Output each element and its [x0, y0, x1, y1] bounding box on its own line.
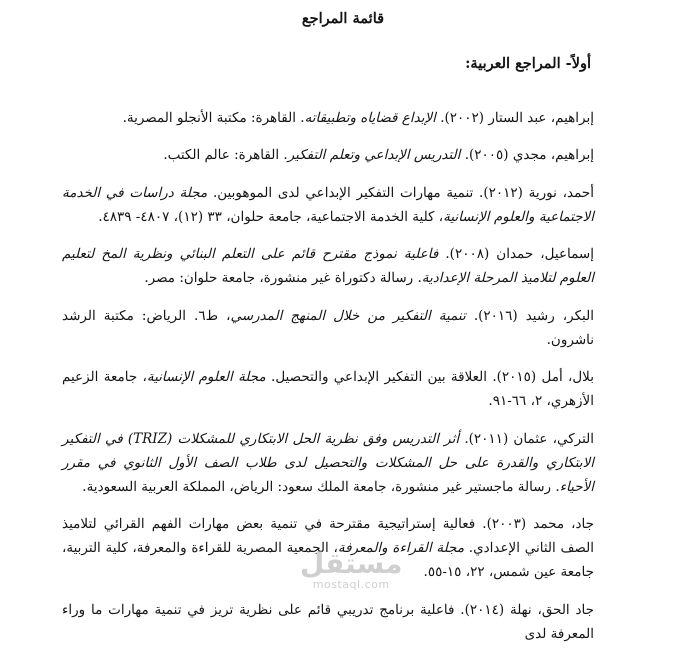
reference-item: أحمد، نورية (٢٠١٢). تنمية مهارات التفكير الإبداعي لدى الموهوبين. مجلة دراسات في الخدمة الاجتماعية والعلوم الإنسانية، كلية الخدمة الاجتماعية، جامعة حلوان، ٣٣ (١٢)، ٤٨٠٧- ٤٨٣٩.	[62, 184, 594, 225]
reference-item: بلال، أمل (٢٠١٥). العلاقة بين التفكير الإبداعي والتحصيل. مجلة العلوم الإنسانية، جامعة الزعيم الأزهري، ٢، ٦٦-٩١.	[62, 369, 594, 409]
reference-item: إبراهيم، مجدي (٢٠٠٥). التدريس الإبداعي وتعلم التفكير. القاهرة: عالم الكتب.	[163, 147, 594, 163]
section-heading: أولاً- المراجع العربية:	[465, 55, 591, 72]
reference-item: جاد الحق، نهلة (٢٠١٤). فاعلية برنامج تدريبي قائم على نظرية تريز في تنمية مهارات ما وراء المعرفة لدى	[62, 601, 594, 642]
watermark-arabic: مستقل	[300, 547, 403, 580]
reference-item: إبراهيم، عبد الستار (٢٠٠٢). الإبداع قضاياه وتطبيقاته. القاهرة: مكتبة الأنجلو المصرية.	[122, 109, 594, 126]
reference-item: البكر، رشيد (٢٠١٦). تنمية التفكير من خلال المنهج المدرسي، ط٦. الرياض: مكتبة الرشد ناشرون.	[62, 307, 594, 348]
reference-item: جاد، محمد (٢٠٠٣). فعالية إستراتيجية مقترحة في تنمية بعض مهارات الفهم القرائي لتلاميذ الصف الثاني الإعدادي. مجلة القراءة والمعرفة، الجمعية المصرية للقراءة والمعرفة، كلية التربية، جامعة عين شمس، ٢٢، ١٥-٥٥.	[62, 516, 595, 580]
reference-item: إسماعيل، حمدان (٢٠٠٨). فاعلية نموذج مقترح قائم على التعلم البنائي ونظرية المخ لتعليم العلوم لتلاميذ المرحلة الإعدادية. رسالة دكتوراة غير منشورة، جامعة حلوان: مصر.	[62, 246, 594, 286]
watermark-latin: mostaql.com	[312, 578, 390, 591]
page-title: قائمة المراجع	[301, 10, 385, 27]
reference-list	[62, 92, 594, 656]
reference-item: التركي، عثمان (٢٠١١). أثر التدريس وفق نظرية الحل الابتكاري للمشكلات (TRIZ) في التفكير الابتكاري والقدرة على حل المشكلات والتحصيل لدى طلاب الصف الأول الثانوي في مقرر الأحياء. رسالة ماجستير غير منشورة، جامعة الملك سعود: الرياض، المملكة العربية السعودية.	[62, 430, 595, 495]
